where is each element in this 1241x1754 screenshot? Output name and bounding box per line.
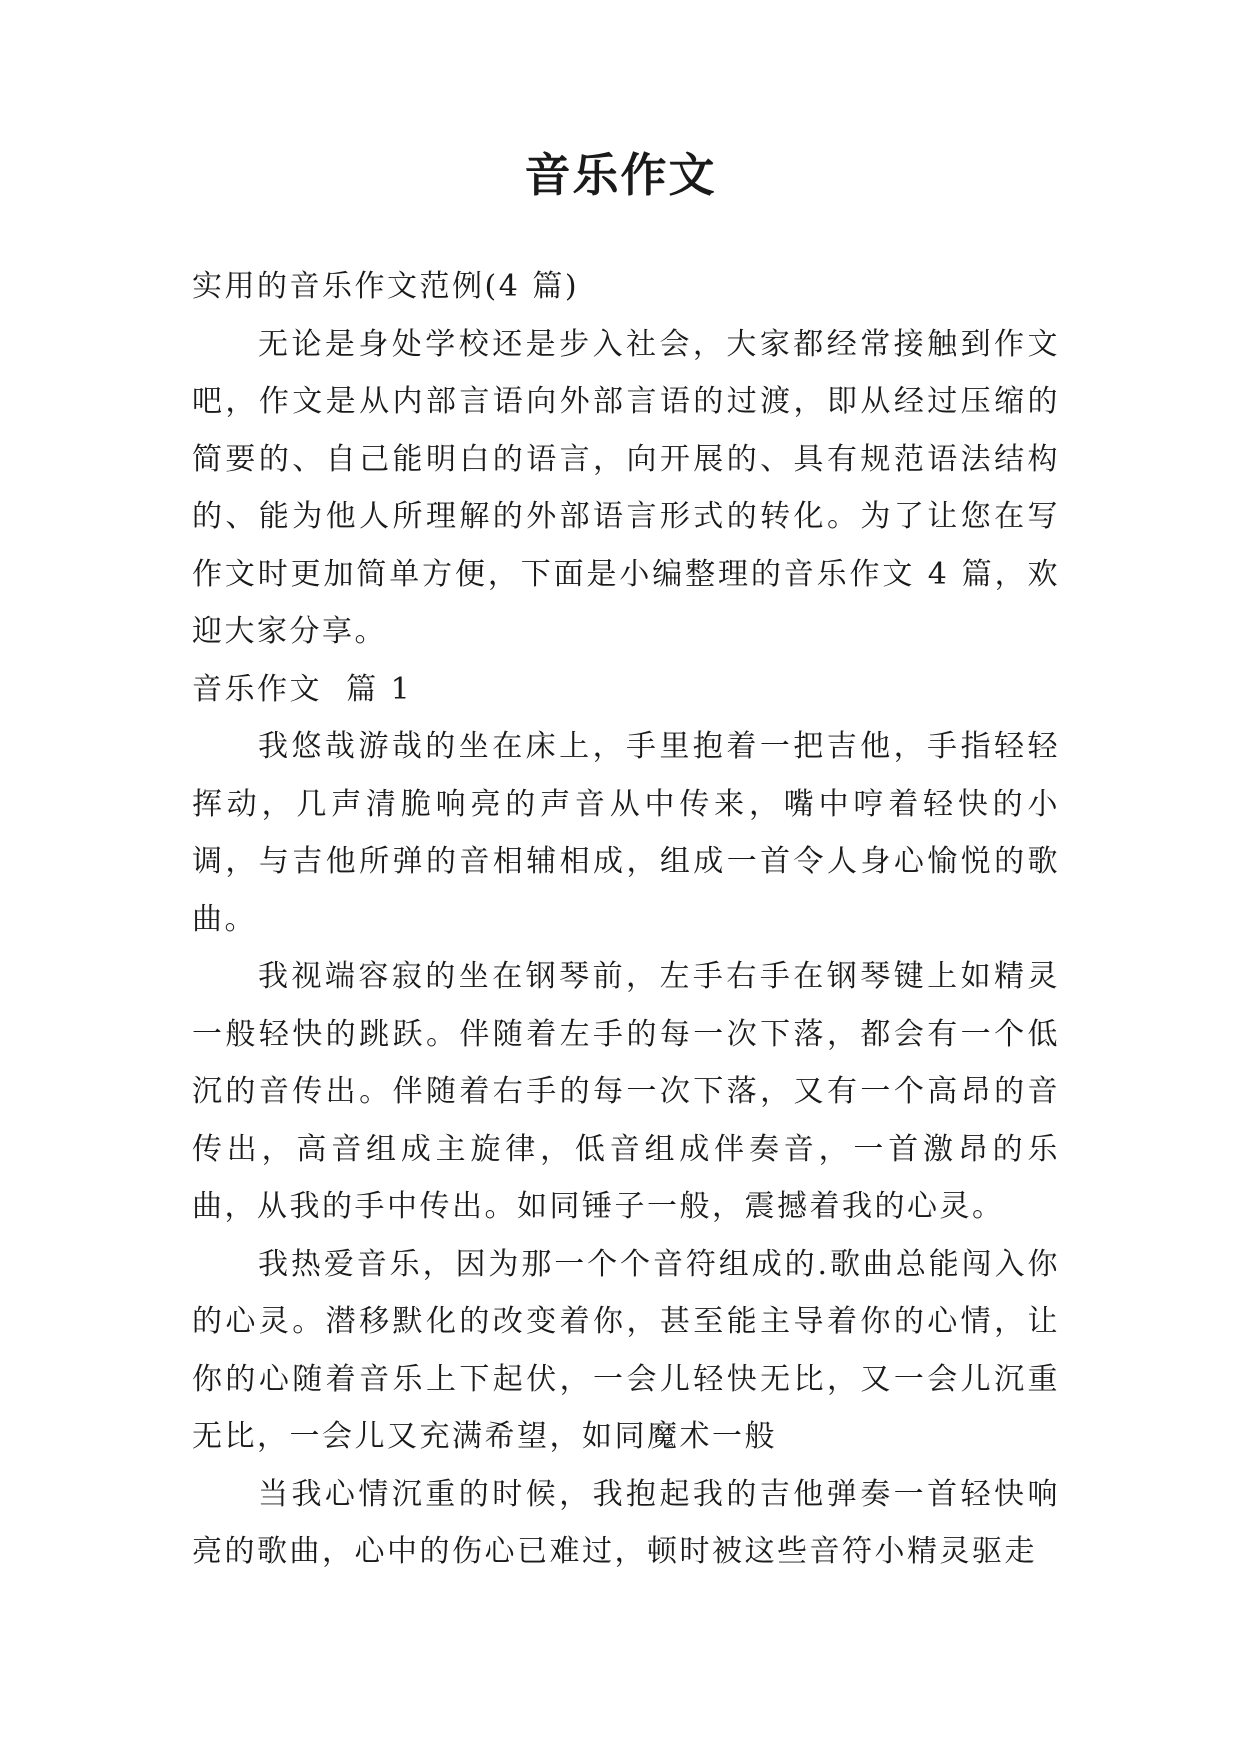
document-body [192, 258, 1060, 1581]
body-paragraph: 我视端容寂的坐在钢琴前，左手右手在钢琴键上如精灵一般轻快的跳跃。伴随着左手的每一次下落，都会有一个低沉的音传出。伴随着右手的每一次下落，又有一个高昂的音传出，高音组成主旋律，低音组成伴奏音，一首激昂的乐曲，从我的手中传出。如同锤子一般，震撼着我的心灵。 [192, 959, 1060, 1224]
document-title: 音乐作文 [524, 148, 717, 202]
body-paragraph: 我悠哉游哉的坐在床上，手里抱着一把吉他，手指轻轻挥动，几声清脆响亮的声音从中传来，嘴中哼着轻快的小调，与吉他所弹的音相辅相成，组成一首令人身心愉悦的歌曲。 [192, 729, 1060, 937]
body-paragraph: 我热爱音乐，因为那一个个音符组成的.歌曲总能闯入你的心灵。潜移默化的改变着你，甚至能主导着你的心情，让你的心随着音乐上下起伏，一会儿轻快无比，又一会儿沉重无比，一会儿又充满希望，如同魔术一般 [192, 1246, 1060, 1454]
subtitle: 实用的音乐作文范例(4 篇) [192, 269, 580, 304]
section-heading: 音乐作文 篇 1 [192, 671, 413, 707]
intro-paragraph: 无论是身处学校还是步入社会，大家都经常接触到作文吧，作文是从内部言语向外部言语的过渡，即从经过压缩的简要的、自己能明白的语言，向开展的、具有规范语法结构的、能为他人所理解的外部语言形式的转化。为了让您在写作文时更加简单方便，下面是小编整理的音乐作文 4 篇，欢迎大家分享。 [192, 326, 1060, 649]
body-paragraph: 当我心情沉重的时候，我抱起我的吉他弹奏一首轻快响亮的歌曲，心中的伤心已难过，顿时被这些音符小精灵驱走 [192, 1476, 1060, 1569]
